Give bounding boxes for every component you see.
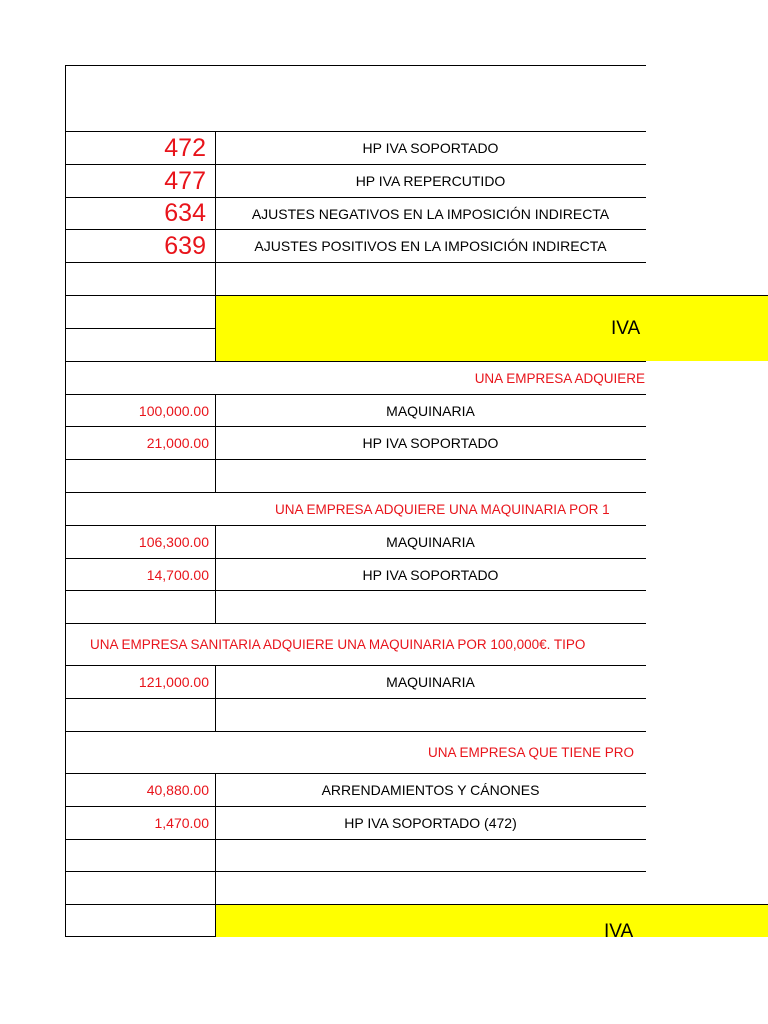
amount-cell[interactable] bbox=[65, 558, 216, 591]
account-code-text: 477 bbox=[164, 166, 206, 195]
empty-cell[interactable] bbox=[65, 295, 216, 329]
concept-text: MAQUINARIA bbox=[386, 674, 475, 690]
empty-cell[interactable] bbox=[215, 590, 646, 624]
example-heading-text: UNA EMPRESA SANITARIA ADQUIERE UNA MAQUINARIA POR 100,000€. TIPO bbox=[90, 637, 586, 652]
example-heading[interactable] bbox=[65, 623, 646, 666]
concept-cell[interactable] bbox=[215, 665, 646, 699]
empty-cell[interactable] bbox=[215, 839, 646, 872]
empty-cell[interactable] bbox=[65, 871, 216, 905]
account-name-text: HP IVA SOPORTADO bbox=[362, 140, 499, 156]
empty-cell[interactable] bbox=[215, 459, 646, 493]
amount-text: 121,000.00 bbox=[138, 674, 209, 690]
concept-cell[interactable] bbox=[215, 394, 646, 427]
empty-cell[interactable] bbox=[65, 262, 216, 296]
concept-text: MAQUINARIA bbox=[386, 534, 475, 550]
account-code-text: 639 bbox=[164, 231, 206, 260]
empty-cell[interactable] bbox=[65, 904, 216, 937]
account-name-text: AJUSTES POSITIVOS EN LA IMPOSICIÓN INDIRECTA bbox=[254, 238, 607, 254]
amount-text: 21,000.00 bbox=[146, 435, 209, 451]
amount-cell[interactable] bbox=[65, 806, 216, 840]
empty-cell[interactable] bbox=[215, 871, 646, 905]
example-heading[interactable] bbox=[65, 731, 646, 774]
amount-text: 100,000.00 bbox=[138, 402, 209, 419]
account-code[interactable] bbox=[65, 229, 216, 263]
iva-banner-1-text: IVA bbox=[611, 317, 641, 339]
concept-cell[interactable] bbox=[215, 773, 646, 807]
concept-text: HP IVA SOPORTADO (472) bbox=[344, 815, 517, 831]
example-heading-text: UNA EMPRESA ADQUIERE bbox=[474, 370, 645, 386]
account-name[interactable] bbox=[215, 229, 646, 263]
empty-cell[interactable] bbox=[65, 328, 216, 362]
amount-cell[interactable] bbox=[65, 525, 216, 559]
amount-text: 1,470.00 bbox=[154, 815, 209, 831]
amount-text: 40,880.00 bbox=[146, 782, 209, 798]
empty-cell[interactable] bbox=[215, 698, 646, 732]
amount-text: 14,700.00 bbox=[146, 566, 209, 583]
account-code[interactable] bbox=[65, 131, 216, 165]
amount-cell[interactable] bbox=[65, 394, 216, 427]
account-name[interactable] bbox=[215, 197, 646, 230]
empty-cell[interactable] bbox=[215, 262, 646, 296]
concept-cell[interactable] bbox=[215, 558, 646, 591]
amount-cell[interactable] bbox=[65, 665, 216, 699]
concept-text: HP IVA SOPORTADO bbox=[362, 566, 499, 583]
concept-cell[interactable] bbox=[215, 525, 646, 559]
concept-text: MAQUINARIA bbox=[386, 402, 475, 419]
example-heading[interactable] bbox=[65, 361, 646, 395]
header-cell[interactable] bbox=[65, 65, 646, 132]
iva-banner-2-text: IVA bbox=[604, 921, 634, 937]
account-name-text: HP IVA REPERCUTIDO bbox=[355, 173, 506, 189]
concept-text: ARRENDAMIENTOS Y CÁNONES bbox=[321, 782, 540, 798]
amount-text: 106,300.00 bbox=[138, 534, 209, 550]
concept-cell[interactable] bbox=[215, 426, 646, 460]
example-heading[interactable] bbox=[65, 492, 646, 526]
example-heading-text: UNA EMPRESA QUE TIENE PRO bbox=[428, 745, 635, 760]
empty-cell[interactable] bbox=[65, 698, 216, 732]
account-code-text: 634 bbox=[164, 199, 206, 227]
empty-cell[interactable] bbox=[65, 459, 216, 493]
account-name[interactable] bbox=[215, 131, 646, 165]
amount-cell[interactable] bbox=[65, 426, 216, 460]
empty-cell[interactable] bbox=[65, 839, 216, 872]
account-name-text: AJUSTES NEGATIVOS EN LA IMPOSICIÓN INDIRECTA bbox=[251, 205, 610, 222]
account-code-text: 472 bbox=[164, 133, 206, 162]
amount-cell[interactable] bbox=[65, 773, 216, 807]
concept-text: HP IVA SOPORTADO bbox=[362, 435, 499, 451]
empty-cell[interactable] bbox=[65, 590, 216, 624]
example-heading-text: UNA EMPRESA ADQUIERE UNA MAQUINARIA POR 1 bbox=[275, 501, 610, 517]
account-name[interactable] bbox=[215, 164, 646, 198]
concept-cell[interactable] bbox=[215, 806, 646, 840]
account-code[interactable] bbox=[65, 164, 216, 198]
account-code[interactable] bbox=[65, 197, 216, 230]
